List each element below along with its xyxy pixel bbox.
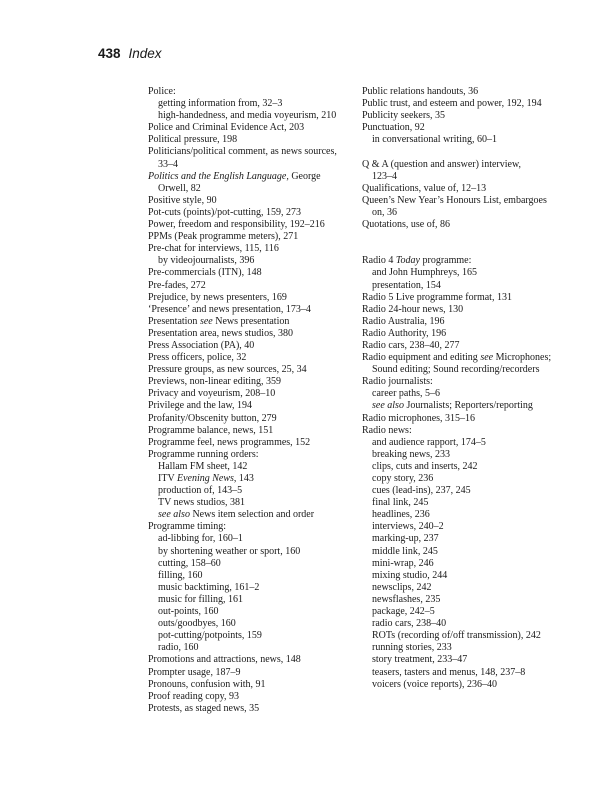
index-subentry: package, 242–5 [372, 606, 435, 618]
index-subentry: Orwell, 82 [158, 182, 201, 194]
index-heading: PPMs (Peak programme meters), 271 [148, 231, 299, 243]
index-heading: Public trust, and esteem and power, 192, 194 [362, 98, 542, 110]
page-title: Index [128, 46, 162, 61]
index-subentry: high-handedness, and media voyeurism, 210 [158, 110, 337, 122]
index-subentry: outs/goodbyes, 160 [158, 618, 236, 630]
index-heading: Politicians/political comment, as news sources, [148, 146, 337, 158]
index-subentry: radio, 160 [158, 642, 199, 654]
index-subentry: mini-wrap, 246 [372, 557, 434, 569]
index-heading: Pressure groups, as new sources, 25, 34 [148, 364, 307, 376]
index-subentry: ROTs (recording of/off transmission), 242 [372, 630, 541, 642]
index-subentry: and John Humphreys, 165 [372, 267, 477, 279]
index-heading: Q & A (question and answer) interview, [362, 158, 522, 170]
index-heading: Privilege and the law, 194 [148, 400, 253, 412]
index-heading: Punctuation, 92 [362, 122, 425, 134]
index-heading: Presentation see News presentation [148, 315, 290, 327]
index-subentry: see also News item selection and order [158, 509, 315, 521]
index-heading: Presentation area, news studios, 380 [148, 327, 293, 339]
index-subentry: clips, cuts and inserts, 242 [372, 460, 478, 472]
running-header [98, 46, 162, 61]
index-heading: Radio 5 Live programme format, 131 [362, 291, 512, 303]
index-subentry: voicers (voice reports), 236–40 [372, 678, 497, 690]
index-subentry: cutting, 158–60 [158, 557, 221, 569]
index-subentry: in conversational writing, 60–1 [372, 134, 497, 146]
index-heading: Police and Criminal Evidence Act, 203 [148, 122, 305, 134]
index-heading: Politics and the English Language, George [148, 170, 321, 182]
index-heading: Pronouns, confusion with, 91 [148, 678, 266, 690]
index-heading: Radio Australia, 196 [362, 315, 445, 327]
index-heading: Press Association (PA), 40 [148, 339, 255, 351]
index-heading: Radio 24-hour news, 130 [362, 303, 464, 315]
index-subentry: music backtiming, 161–2 [158, 581, 260, 593]
index-heading: Programme balance, news, 151 [148, 424, 274, 436]
index-heading: Queen’s New Year’s Honours List, embargoes [362, 194, 547, 206]
index-subentry: Sound editing; Sound recording/recorders [372, 364, 540, 376]
index-heading: Radio microphones, 315–16 [362, 412, 476, 424]
index-subentry: on, 36 [372, 206, 397, 218]
index-subentry: out-points, 160 [158, 606, 219, 618]
index-heading: Previews, non-linear editing, 359 [148, 376, 282, 388]
index-subentry: marking-up, 237 [372, 533, 439, 545]
index-heading: Political pressure, 198 [148, 134, 238, 146]
index-subentry: radio cars, 238–40 [372, 618, 447, 630]
index-heading: Positive style, 90 [148, 194, 217, 206]
index-heading: Prejudice, by news presenters, 169 [148, 291, 287, 303]
index-subentry: Hallam FM sheet, 142 [158, 460, 248, 472]
index-subentry: copy story, 236 [372, 473, 434, 484]
index-subentry: filling, 160 [158, 569, 203, 581]
index-subentry: getting information from, 32–3 [158, 98, 283, 110]
index-subentry: mixing studio, 244 [372, 569, 448, 581]
index-subentry: presentation, 154 [372, 279, 441, 291]
index-subentry: running stories, 233 [372, 642, 452, 654]
index-heading: Privacy and voyeurism, 208–10 [148, 388, 276, 400]
index-subentry: by videojournalists, 396 [158, 255, 255, 267]
index-heading: Radio cars, 238–40, 277 [362, 339, 460, 351]
index-subentry: final link, 245 [372, 497, 429, 509]
index-subentry: 123–4 [372, 170, 397, 182]
index-subentry: career paths, 5–6 [372, 388, 441, 400]
index-heading: Pre-commercials (ITN), 148 [148, 267, 262, 279]
index-heading: Prompter usage, 187–9 [148, 666, 241, 678]
index-heading: Pre-chat for interviews, 115, 116 [148, 243, 279, 255]
index-subentry: and audience rapport, 174–5 [372, 436, 486, 448]
index-heading: Programme timing: [148, 521, 227, 533]
index-subentry: cues (lead-ins), 237, 245 [372, 485, 471, 497]
index-heading: Programme running orders: [148, 448, 259, 460]
index-heading: Profanity/Obscenity button, 279 [148, 412, 277, 424]
index-heading: ‘Presence’ and news presentation, 173–4 [148, 303, 311, 315]
index-subentry: pot-cutting/potpoints, 159 [158, 630, 262, 642]
index-heading: Press officers, police, 32 [148, 352, 247, 364]
index-subentry: by shortening weather or sport, 160 [158, 545, 301, 557]
index-subentry: middle link, 245 [372, 545, 438, 557]
index-heading: Power, freedom and responsibility, 192–216 [148, 219, 325, 231]
index-heading: Publicity seekers, 35 [362, 110, 446, 122]
index-heading: Pot-cuts (points)/pot-cutting, 159, 273 [148, 206, 302, 218]
index-heading: Radio journalists: [362, 376, 433, 388]
index-heading: Pre-fades, 272 [148, 279, 206, 291]
index-subentry: TV news studios, 381 [158, 497, 246, 509]
index-subentry: production of, 143–5 [158, 485, 243, 497]
index-heading: Proof reading copy, 93 [148, 690, 239, 702]
index-heading: Promotions and attractions, news, 148 [148, 654, 301, 666]
index-heading: Radio news: [362, 424, 412, 436]
index-subentry: story treatment, 233–47 [372, 654, 468, 666]
index-subentry: interviews, 240–2 [372, 521, 444, 533]
index-subentry: newsflashes, 235 [372, 593, 441, 605]
index-subentry: see also Journalists; Reporters/reporting [372, 400, 533, 412]
index-subentry: breaking news, 233 [372, 448, 451, 460]
index-heading: Public relations handouts, 36 [362, 86, 479, 97]
index-heading: Programme feel, news programmes, 152 [148, 436, 311, 448]
index-subentry: teasers, tasters and menus, 148, 237–8 [372, 666, 526, 678]
index-heading: Radio equipment and editing see Microphones; [362, 352, 552, 364]
index-column-right [362, 86, 572, 691]
index-subentry: music for filling, 161 [158, 593, 243, 605]
index-heading: Radio 4 Today programme: [362, 255, 472, 267]
index-subentry: ITV Evening News, 143 [158, 473, 254, 484]
index-column-left [148, 86, 353, 715]
index-subentry: 33–4 [158, 158, 178, 170]
index-heading: Police: [148, 86, 176, 97]
index-subentry: newsclips, 242 [372, 581, 432, 593]
index-subentry: ad-libbing for, 160–1 [158, 533, 243, 545]
index-heading: Qualifications, value of, 12–13 [362, 182, 487, 194]
index-subentry: headlines, 236 [372, 509, 430, 521]
page-number: 438 [98, 46, 121, 61]
index-heading: Protests, as staged news, 35 [148, 702, 260, 714]
index-heading: Radio Authority, 196 [362, 327, 447, 339]
index-heading: Quotations, use of, 86 [362, 219, 451, 231]
